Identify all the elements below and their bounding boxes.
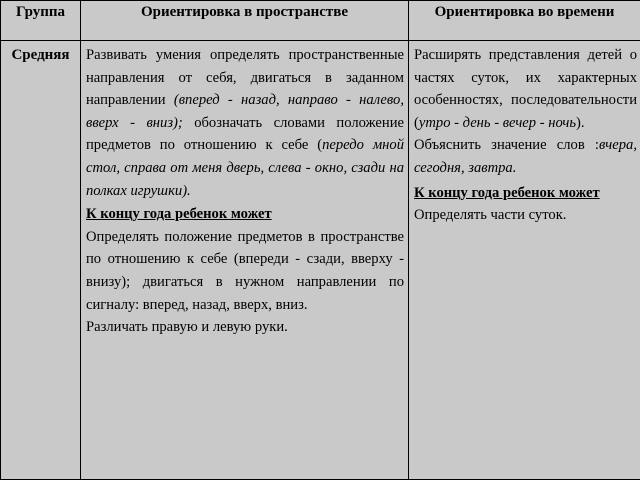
space-example-italic: передо мной стол, справа от меня дверь, слева - окно, сзади на полках игрушки). [86, 137, 404, 199]
space-goal-text: Развивать умения определять пространственные направления от себя, двигаться в заданном направлении [86, 47, 404, 109]
space-hands-paragraph: Различать правую и левую руки. [86, 319, 288, 336]
space-goal-paragraph [86, 44, 404, 202]
group-cell: Средняя [1, 41, 81, 480]
header-space-orientation: Ориентировка в пространстве [81, 1, 409, 41]
header-time-orientation: Ориентировка во времени [409, 1, 640, 41]
time-words-text: Объяснить значение слов : [414, 137, 599, 154]
space-year-end-heading: К концу года ребенок может [86, 206, 272, 223]
time-goal-text: Расширять представления детей о частях суток, их характерных особенностях, последовательности ( [414, 47, 637, 131]
header-group: Группа [1, 1, 81, 41]
space-orientation-cell [81, 41, 409, 480]
space-goal-text-2: обозначать словами положение предметов по отношению к себе ( [86, 114, 404, 154]
time-words-paragraph [414, 134, 637, 179]
time-goal-paragraph [414, 44, 637, 134]
time-year-end-heading: К концу года ребенок может [414, 184, 600, 201]
table-row [1, 41, 640, 480]
space-outcome-paragraph: Определять положение предметов в пространстве по отношению к себе (впереди - сзади, вверху - внизу); двигаться в нужном направлении по сигналу: вперед, назад, вверх, вниз. [86, 228, 404, 313]
space-directions-italic: (вперед - назад, направо - налево, вверх - вниз); [86, 92, 405, 131]
time-goal-close: ). [576, 114, 585, 131]
time-parts-italic: утро - день - вечер - ночь [418, 114, 576, 131]
time-words-italic: вчера, сегодня, завтра. [414, 137, 637, 176]
header-row [1, 1, 640, 41]
time-orientation-cell [409, 41, 640, 480]
time-outcome-paragraph: Определять части суток. [414, 207, 567, 224]
